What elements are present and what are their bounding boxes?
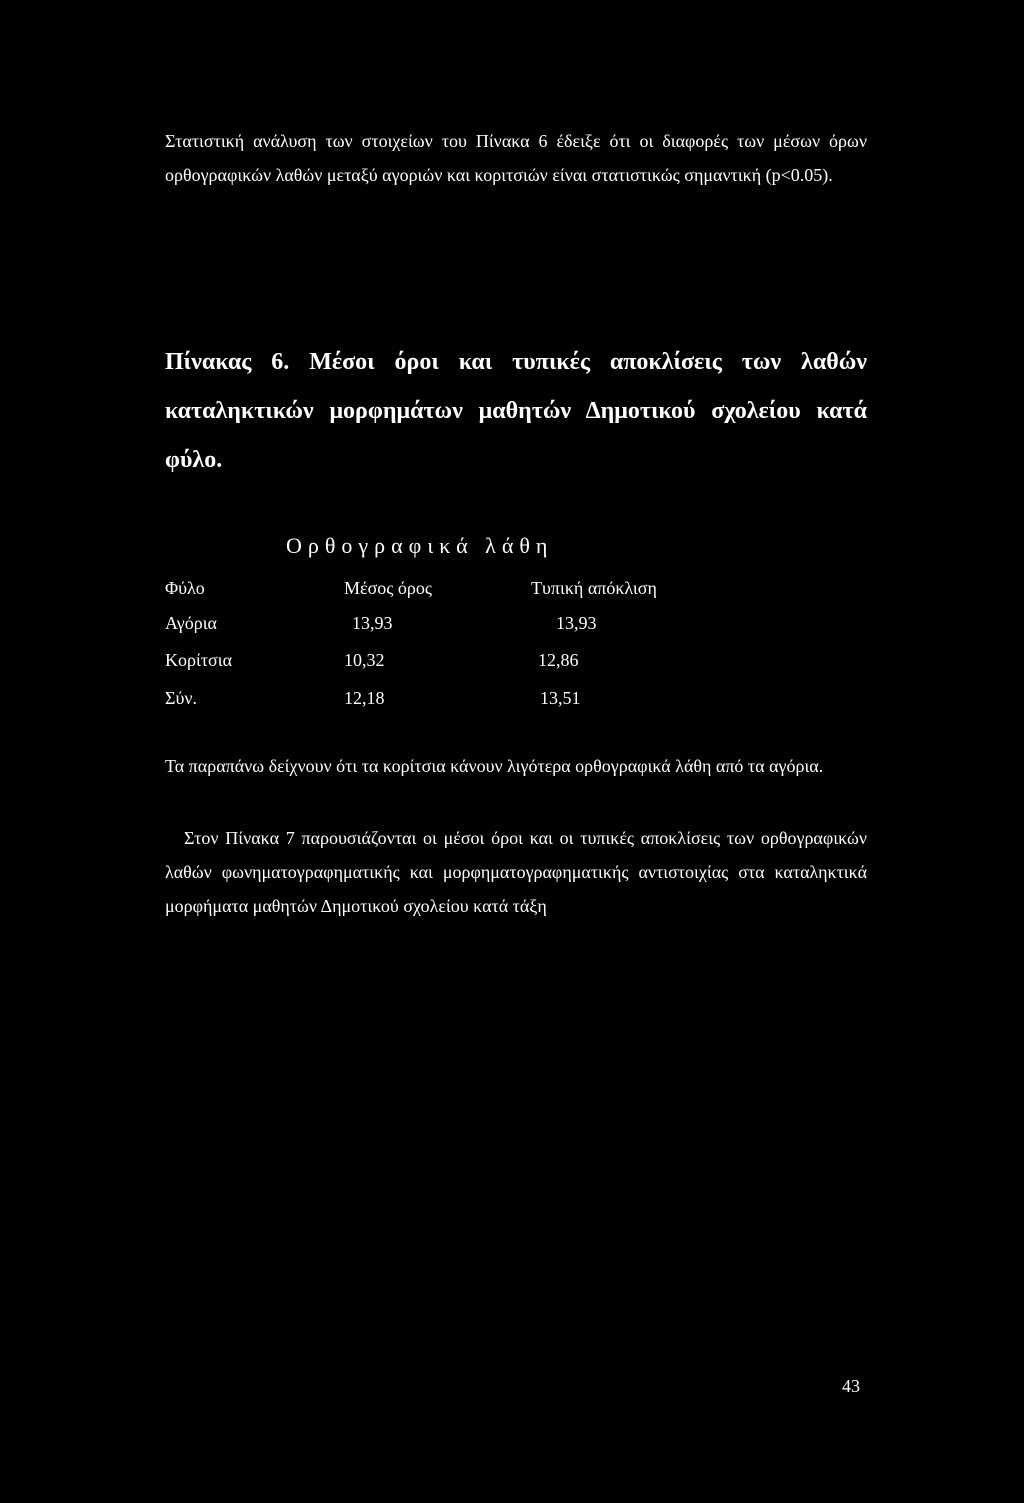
mean-value: 13,93: [352, 613, 393, 633]
column-header-std-deviation: Τυπική απόκλιση: [531, 578, 657, 598]
row-label: Κορίτσια: [165, 650, 233, 670]
table-row: [0, 682, 1024, 714]
std-deviation-value: 12,86: [538, 650, 579, 670]
row-label: Σύν.: [165, 688, 198, 708]
std-deviation-value: 13,93: [556, 613, 597, 633]
table-heading: Ορθογραφικά λάθη: [286, 533, 554, 558]
page-number: 43: [842, 1376, 860, 1396]
table-caption: Πίνακας 6. Μέσοι όροι και τυπικές αποκλίσεις των λαθών καταληκτικών μορφημάτων μαθητών Δημοτικού σχολείου κατά φύλο.: [165, 349, 867, 473]
intro-paragraph: Στατιστική ανάλυση των στοιχείων του Πίνακα 6 έδειξε ότι οι διαφορές των μέσων όρων ορθογραφικών λαθών μεταξύ αγοριών και κοριτσιών είναι στατιστικώς σημαντική (p<0.05).: [165, 131, 867, 185]
column-header-mean: Μέσος όρος: [344, 578, 433, 598]
table-row: [0, 607, 1024, 639]
table-header-row: [0, 572, 1024, 604]
mean-value: 12,18: [344, 688, 385, 708]
conclusion-paragraph: Τα παραπάνω δείχνουν ότι τα κορίτσια κάνουν λιγότερα ορθογραφικά λάθη από τα αγόρια.: [165, 756, 824, 776]
next-table-paragraph: Στον Πίνακα 7 παρουσιάζονται οι μέσοι όροι και οι τυπικές αποκλίσεις των ορθογραφικών λαθών φωνηματογραφηματικής και μορφηματογραφηματικής αντιστοιχίας στα καταληκτικά μορφήματα μαθητών Δημοτικού σχολείου κατά τάξη: [165, 828, 867, 916]
mean-value: 10,32: [344, 650, 385, 670]
table-row: [0, 644, 1024, 676]
std-deviation-value: 13,51: [540, 688, 581, 708]
row-label: Αγόρια: [165, 613, 217, 633]
column-header-gender: Φύλο: [165, 578, 205, 598]
